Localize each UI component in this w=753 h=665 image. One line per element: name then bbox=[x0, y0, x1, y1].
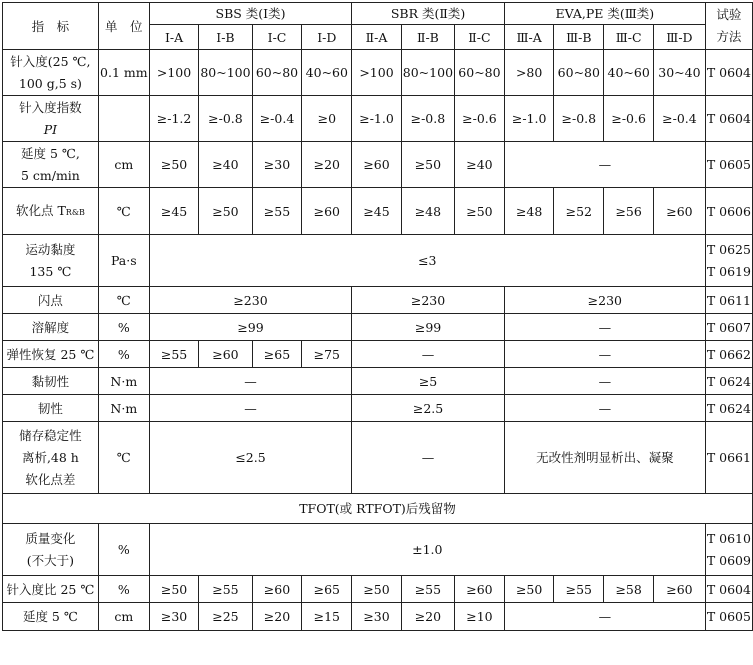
value-cell: — bbox=[149, 368, 351, 395]
method-storage: T 0661 bbox=[705, 422, 752, 494]
value-cell: ≥15 bbox=[302, 603, 352, 631]
value-cell: — bbox=[352, 341, 505, 368]
value-cell: >80 bbox=[504, 50, 554, 96]
label-storage: 储存稳定性 离析,48 h 软化点差 bbox=[3, 422, 99, 494]
value-cell: ≥60 bbox=[252, 576, 302, 603]
value-cell: ≥0 bbox=[302, 96, 352, 142]
label-solubility: 溶解度 bbox=[3, 314, 99, 341]
unit-mass: % bbox=[98, 524, 149, 576]
value-cell: ≥20 bbox=[302, 142, 352, 188]
row-flash bbox=[3, 287, 753, 314]
value-cell: ≥55 bbox=[252, 188, 302, 235]
method-pen-ratio: T 0604 bbox=[705, 576, 752, 603]
value-cell: ≥-0.8 bbox=[401, 96, 454, 142]
label-toughness: 韧性 bbox=[3, 395, 99, 422]
header-sbr: SBR 类(Ⅱ类) bbox=[352, 3, 505, 25]
method-softening: T 0606 bbox=[705, 188, 752, 235]
value-cell: ≥45 bbox=[149, 188, 199, 235]
value-cell: 40~60 bbox=[604, 50, 654, 96]
value-cell: ≤2.5 bbox=[149, 422, 351, 494]
value-cell: ≥60 bbox=[455, 576, 505, 603]
value-cell: ≥30 bbox=[352, 603, 402, 631]
method-penetration: T 0604 bbox=[705, 50, 752, 96]
unit-penetration: 0.1 mm bbox=[98, 50, 149, 96]
value-cell: ≥55 bbox=[554, 576, 604, 603]
value-cell: ≥-1.0 bbox=[504, 96, 554, 142]
value-cell: ≥65 bbox=[302, 576, 352, 603]
value-cell: ≥50 bbox=[149, 576, 199, 603]
value-cell: ≥10 bbox=[455, 603, 505, 631]
value-cell: ≥99 bbox=[352, 314, 505, 341]
label-softening: 软化点 TR&B bbox=[3, 188, 99, 235]
value-cell: ≥60 bbox=[654, 188, 706, 235]
row-softening bbox=[3, 188, 753, 235]
grade-IIB: Ⅱ-B bbox=[401, 25, 454, 50]
method-elastic: T 0662 bbox=[705, 341, 752, 368]
row-storage bbox=[3, 422, 753, 494]
row-solubility bbox=[3, 314, 753, 341]
value-cell: ≥75 bbox=[302, 341, 352, 368]
header-indicator: 指 标 bbox=[3, 3, 99, 50]
value-cell: ≥55 bbox=[199, 576, 252, 603]
value-cell: ≥50 bbox=[352, 576, 402, 603]
grade-IA: Ⅰ-A bbox=[149, 25, 199, 50]
value-cell: — bbox=[504, 314, 705, 341]
value-cell: ±1.0 bbox=[149, 524, 705, 576]
value-cell: — bbox=[352, 422, 505, 494]
row-mass bbox=[3, 524, 753, 576]
label-pen-ratio: 针入度比 25 ℃ bbox=[3, 576, 99, 603]
row-ductility bbox=[3, 142, 753, 188]
value-cell: ≥30 bbox=[149, 603, 199, 631]
header-sbs: SBS 类(Ⅰ类) bbox=[149, 3, 351, 25]
header-method: 试验 方法 bbox=[705, 3, 752, 50]
value-cell: ≥5 bbox=[352, 368, 505, 395]
unit-toughness-tenacity: N·m bbox=[98, 368, 149, 395]
method-mass: T 0610 T 0609 bbox=[705, 524, 752, 576]
value-cell: ≥2.5 bbox=[352, 395, 505, 422]
value-cell: ≥55 bbox=[401, 576, 454, 603]
label-mass: 质量变化 (不大于) bbox=[3, 524, 99, 576]
label-ductility: 延度 5 ℃, 5 cm/min bbox=[3, 142, 99, 188]
value-cell: ≥30 bbox=[252, 142, 302, 188]
value-cell: 80~100 bbox=[401, 50, 454, 96]
unit-solubility: % bbox=[98, 314, 149, 341]
value-cell: ≥65 bbox=[252, 341, 302, 368]
method-flash: T 0611 bbox=[705, 287, 752, 314]
grade-IIIC: Ⅲ-C bbox=[604, 25, 654, 50]
unit-flash: ℃ bbox=[98, 287, 149, 314]
row-toughness-tenacity bbox=[3, 368, 753, 395]
value-cell: — bbox=[504, 341, 705, 368]
method-toughness-tenacity: T 0624 bbox=[705, 368, 752, 395]
row-viscosity bbox=[3, 235, 753, 287]
value-cell: ≥-0.6 bbox=[604, 96, 654, 142]
value-cell: ≥20 bbox=[252, 603, 302, 631]
row-elastic bbox=[3, 341, 753, 368]
grade-IB: Ⅰ-B bbox=[199, 25, 252, 50]
value-cell: ≥56 bbox=[604, 188, 654, 235]
value-cell: ≥60 bbox=[199, 341, 252, 368]
value-cell: ≥52 bbox=[554, 188, 604, 235]
method-solubility: T 0607 bbox=[705, 314, 752, 341]
section-tfot: TFOT(或 RTFOT)后残留物 bbox=[3, 494, 753, 524]
label-duct5: 延度 5 ℃ bbox=[3, 603, 99, 631]
value-cell: ≥-1.2 bbox=[149, 96, 199, 142]
grade-IIIB: Ⅲ-B bbox=[554, 25, 604, 50]
value-cell: — bbox=[504, 368, 705, 395]
unit-viscosity: Pa·s bbox=[98, 235, 149, 287]
unit-softening: ℃ bbox=[98, 188, 149, 235]
row-tfot bbox=[3, 494, 753, 524]
header-eva: EVA,PE 类(Ⅲ类) bbox=[504, 3, 705, 25]
value-cell: >100 bbox=[352, 50, 402, 96]
value-cell: ≥60 bbox=[352, 142, 402, 188]
value-cell: ≥55 bbox=[149, 341, 199, 368]
row-pen-ratio bbox=[3, 576, 753, 603]
label-toughness-tenacity: 黏韧性 bbox=[3, 368, 99, 395]
method-viscosity: T 0625 T 0619 bbox=[705, 235, 752, 287]
value-cell: ≥99 bbox=[149, 314, 351, 341]
method-ductility: T 0605 bbox=[705, 142, 752, 188]
grade-IC: Ⅰ-C bbox=[252, 25, 302, 50]
method-duct5: T 0605 bbox=[705, 603, 752, 631]
row-penetration bbox=[3, 50, 753, 96]
value-cell: ≥-0.4 bbox=[252, 96, 302, 142]
label-viscosity: 运动黏度 135 ℃ bbox=[3, 235, 99, 287]
value-cell: ≥25 bbox=[199, 603, 252, 631]
label-elastic: 弹性恢复 25 ℃ bbox=[3, 341, 99, 368]
grade-IIID: Ⅲ-D bbox=[654, 25, 706, 50]
value-cell: ≥-0.6 bbox=[455, 96, 505, 142]
unit-duct5: cm bbox=[98, 603, 149, 631]
value-cell: ≥230 bbox=[352, 287, 505, 314]
row-toughness bbox=[3, 395, 753, 422]
label-flash: 闪点 bbox=[3, 287, 99, 314]
value-cell: ≥58 bbox=[604, 576, 654, 603]
value-cell: ≥-0.8 bbox=[199, 96, 252, 142]
value-cell: ≥-1.0 bbox=[352, 96, 402, 142]
value-cell: ≥50 bbox=[149, 142, 199, 188]
value-cell: — bbox=[504, 395, 705, 422]
value-cell: 60~80 bbox=[554, 50, 604, 96]
value-cell: ≥50 bbox=[199, 188, 252, 235]
value-cell: ≥60 bbox=[654, 576, 706, 603]
value-cell: ≥50 bbox=[401, 142, 454, 188]
value-cell: ≥48 bbox=[401, 188, 454, 235]
value-cell: 无改性剂明显析出、凝聚 bbox=[504, 422, 705, 494]
header-unit: 单 位 bbox=[98, 3, 149, 50]
value-cell: — bbox=[504, 603, 705, 631]
unit-pen-ratio: % bbox=[98, 576, 149, 603]
value-cell: 40~60 bbox=[302, 50, 352, 96]
specification-table bbox=[2, 2, 753, 631]
value-cell: ≥230 bbox=[149, 287, 351, 314]
unit-toughness: N·m bbox=[98, 395, 149, 422]
value-cell: ≥230 bbox=[504, 287, 705, 314]
row-duct5 bbox=[3, 603, 753, 631]
value-cell: — bbox=[149, 395, 351, 422]
row-pi bbox=[3, 96, 753, 142]
value-cell: 30~40 bbox=[654, 50, 706, 96]
method-pi: T 0604 bbox=[705, 96, 752, 142]
unit-storage: ℃ bbox=[98, 422, 149, 494]
value-cell: 80~100 bbox=[199, 50, 252, 96]
value-cell: ≥-0.8 bbox=[554, 96, 604, 142]
value-cell: ≤3 bbox=[149, 235, 705, 287]
value-cell: — bbox=[504, 142, 705, 188]
label-penetration: 针入度(25 ℃, 100 g,5 s) bbox=[3, 50, 99, 96]
value-cell: ≥40 bbox=[199, 142, 252, 188]
grade-IIIA: Ⅲ-A bbox=[504, 25, 554, 50]
value-cell: ≥50 bbox=[504, 576, 554, 603]
value-cell: ≥40 bbox=[455, 142, 505, 188]
unit-elastic: % bbox=[98, 341, 149, 368]
value-cell: 60~80 bbox=[455, 50, 505, 96]
grade-IIC: Ⅱ-C bbox=[455, 25, 505, 50]
value-cell: >100 bbox=[149, 50, 199, 96]
value-cell: ≥20 bbox=[401, 603, 454, 631]
value-cell: ≥50 bbox=[455, 188, 505, 235]
grade-IIA: Ⅱ-A bbox=[352, 25, 402, 50]
unit-pi bbox=[98, 96, 149, 142]
value-cell: ≥45 bbox=[352, 188, 402, 235]
method-toughness: T 0624 bbox=[705, 395, 752, 422]
value-cell: 60~80 bbox=[252, 50, 302, 96]
grade-ID: Ⅰ-D bbox=[302, 25, 352, 50]
value-cell: ≥60 bbox=[302, 188, 352, 235]
unit-ductility: cm bbox=[98, 142, 149, 188]
value-cell: ≥48 bbox=[504, 188, 554, 235]
value-cell: ≥-0.4 bbox=[654, 96, 706, 142]
label-pi: 针入度指数 PI bbox=[3, 96, 99, 142]
